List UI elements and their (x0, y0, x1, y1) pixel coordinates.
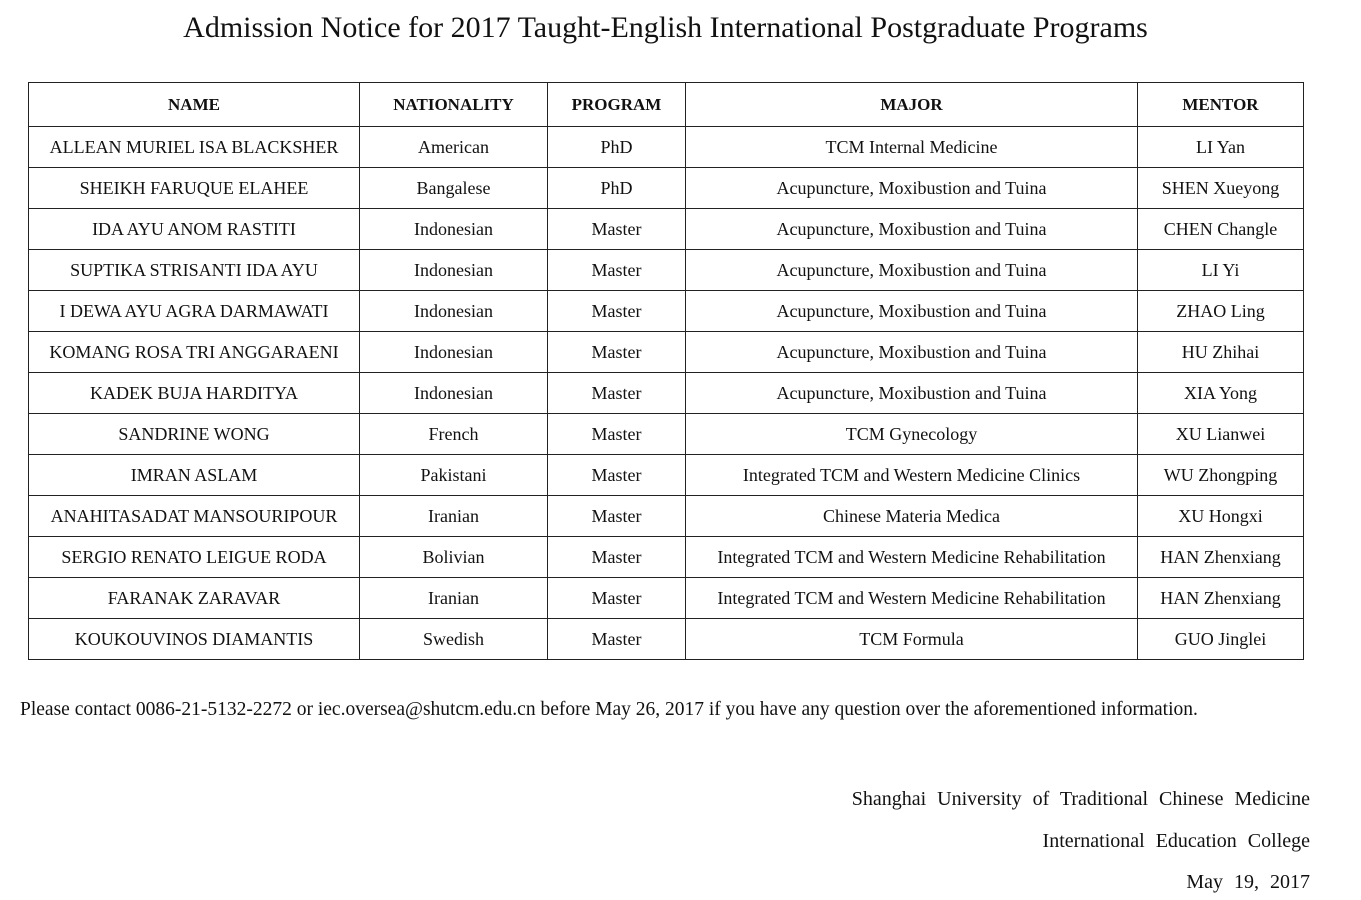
cell-major: TCM Internal Medicine (686, 127, 1138, 168)
page-title: Admission Notice for 2017 Taught-English International Postgraduate Programs (183, 11, 1148, 44)
table-row (29, 332, 1304, 373)
cell-major: Acupuncture, Moxibustion and Tuina (686, 373, 1138, 414)
table-body (29, 127, 1304, 660)
cell-program: Master (548, 209, 686, 250)
cell-mentor: LI Yi (1138, 250, 1304, 291)
table-row (29, 414, 1304, 455)
cell-nationality: Indonesian (360, 250, 548, 291)
column-header-nationality: NATIONALITY (360, 83, 548, 127)
cell-mentor: XIA Yong (1138, 373, 1304, 414)
cell-mentor: ZHAO Ling (1138, 291, 1304, 332)
table-row (29, 168, 1304, 209)
cell-name: SHEIKH FARUQUE ELAHEE (29, 168, 360, 209)
cell-program: Master (548, 414, 686, 455)
cell-major: Acupuncture, Moxibustion and Tuina (686, 250, 1138, 291)
cell-mentor: SHEN Xueyong (1138, 168, 1304, 209)
cell-mentor: GUO Jinglei (1138, 619, 1304, 660)
cell-major: Integrated TCM and Western Medicine Rehabilitation (686, 537, 1138, 578)
table-row (29, 578, 1304, 619)
cell-program: Master (548, 619, 686, 660)
column-header-mentor: MENTOR (1138, 83, 1304, 127)
cell-name: SERGIO RENATO LEIGUE RODA (29, 537, 360, 578)
cell-program: Master (548, 373, 686, 414)
cell-major: Integrated TCM and Western Medicine Clinics (686, 455, 1138, 496)
signature-date: May 19, 2017 (1186, 871, 1310, 893)
cell-name: SANDRINE WONG (29, 414, 360, 455)
cell-program: Master (548, 537, 686, 578)
cell-program: Master (548, 332, 686, 373)
table-row (29, 537, 1304, 578)
column-header-program: PROGRAM (548, 83, 686, 127)
table-row (29, 250, 1304, 291)
cell-program: PhD (548, 168, 686, 209)
signature-university: Shanghai University of Traditional Chinese Medicine (851, 788, 1310, 810)
cell-name: ANAHITASADAT MANSOURIPOUR (29, 496, 360, 537)
cell-nationality: Pakistani (360, 455, 548, 496)
cell-nationality: Bolivian (360, 537, 548, 578)
table-header-row (29, 83, 1304, 127)
cell-major: Integrated TCM and Western Medicine Rehabilitation (686, 578, 1138, 619)
signature-college: International Education College (1042, 830, 1310, 852)
cell-name: IDA AYU ANOM RASTITI (29, 209, 360, 250)
cell-nationality: Indonesian (360, 332, 548, 373)
cell-major: Acupuncture, Moxibustion and Tuina (686, 291, 1138, 332)
cell-mentor: HAN Zhenxiang (1138, 578, 1304, 619)
cell-major: Chinese Materia Medica (686, 496, 1138, 537)
cell-nationality: Swedish (360, 619, 548, 660)
cell-name: FARANAK ZARAVAR (29, 578, 360, 619)
cell-name: ALLEAN MURIEL ISA BLACKSHER (29, 127, 360, 168)
table-row (29, 291, 1304, 332)
cell-mentor: XU Lianwei (1138, 414, 1304, 455)
column-header-major: MAJOR (686, 83, 1138, 127)
cell-name: KADEK BUJA HARDITYA (29, 373, 360, 414)
cell-nationality: Indonesian (360, 291, 548, 332)
cell-major: Acupuncture, Moxibustion and Tuina (686, 168, 1138, 209)
column-header-name: NAME (29, 83, 360, 127)
cell-nationality: Iranian (360, 578, 548, 619)
cell-mentor: HAN Zhenxiang (1138, 537, 1304, 578)
cell-name: IMRAN ASLAM (29, 455, 360, 496)
table-row (29, 373, 1304, 414)
table-row (29, 209, 1304, 250)
cell-program: PhD (548, 127, 686, 168)
contact-note: Please contact 0086-21-5132-2272 or iec.oversea@shutcm.edu.cn before May 26, 2017 if you have any question over the aforementioned information. (20, 699, 1198, 720)
admission-table (28, 82, 1304, 660)
cell-nationality: Indonesian (360, 373, 548, 414)
cell-program: Master (548, 250, 686, 291)
cell-nationality: Bangalese (360, 168, 548, 209)
cell-nationality: American (360, 127, 548, 168)
cell-mentor: CHEN Changle (1138, 209, 1304, 250)
cell-major: Acupuncture, Moxibustion and Tuina (686, 209, 1138, 250)
cell-nationality: Iranian (360, 496, 548, 537)
cell-mentor: WU Zhongping (1138, 455, 1304, 496)
cell-mentor: XU Hongxi (1138, 496, 1304, 537)
cell-program: Master (548, 496, 686, 537)
cell-program: Master (548, 455, 686, 496)
table-row (29, 496, 1304, 537)
cell-major: Acupuncture, Moxibustion and Tuina (686, 332, 1138, 373)
cell-name: SUPTIKA STRISANTI IDA AYU (29, 250, 360, 291)
table-row (29, 619, 1304, 660)
cell-program: Master (548, 578, 686, 619)
cell-name: I DEWA AYU AGRA DARMAWATI (29, 291, 360, 332)
cell-name: KOMANG ROSA TRI ANGGARAENI (29, 332, 360, 373)
cell-nationality: French (360, 414, 548, 455)
cell-nationality: Indonesian (360, 209, 548, 250)
cell-program: Master (548, 291, 686, 332)
cell-mentor: HU Zhihai (1138, 332, 1304, 373)
cell-major: TCM Formula (686, 619, 1138, 660)
cell-major: TCM Gynecology (686, 414, 1138, 455)
table-row (29, 127, 1304, 168)
cell-name: KOUKOUVINOS DIAMANTIS (29, 619, 360, 660)
cell-mentor: LI Yan (1138, 127, 1304, 168)
table-row (29, 455, 1304, 496)
